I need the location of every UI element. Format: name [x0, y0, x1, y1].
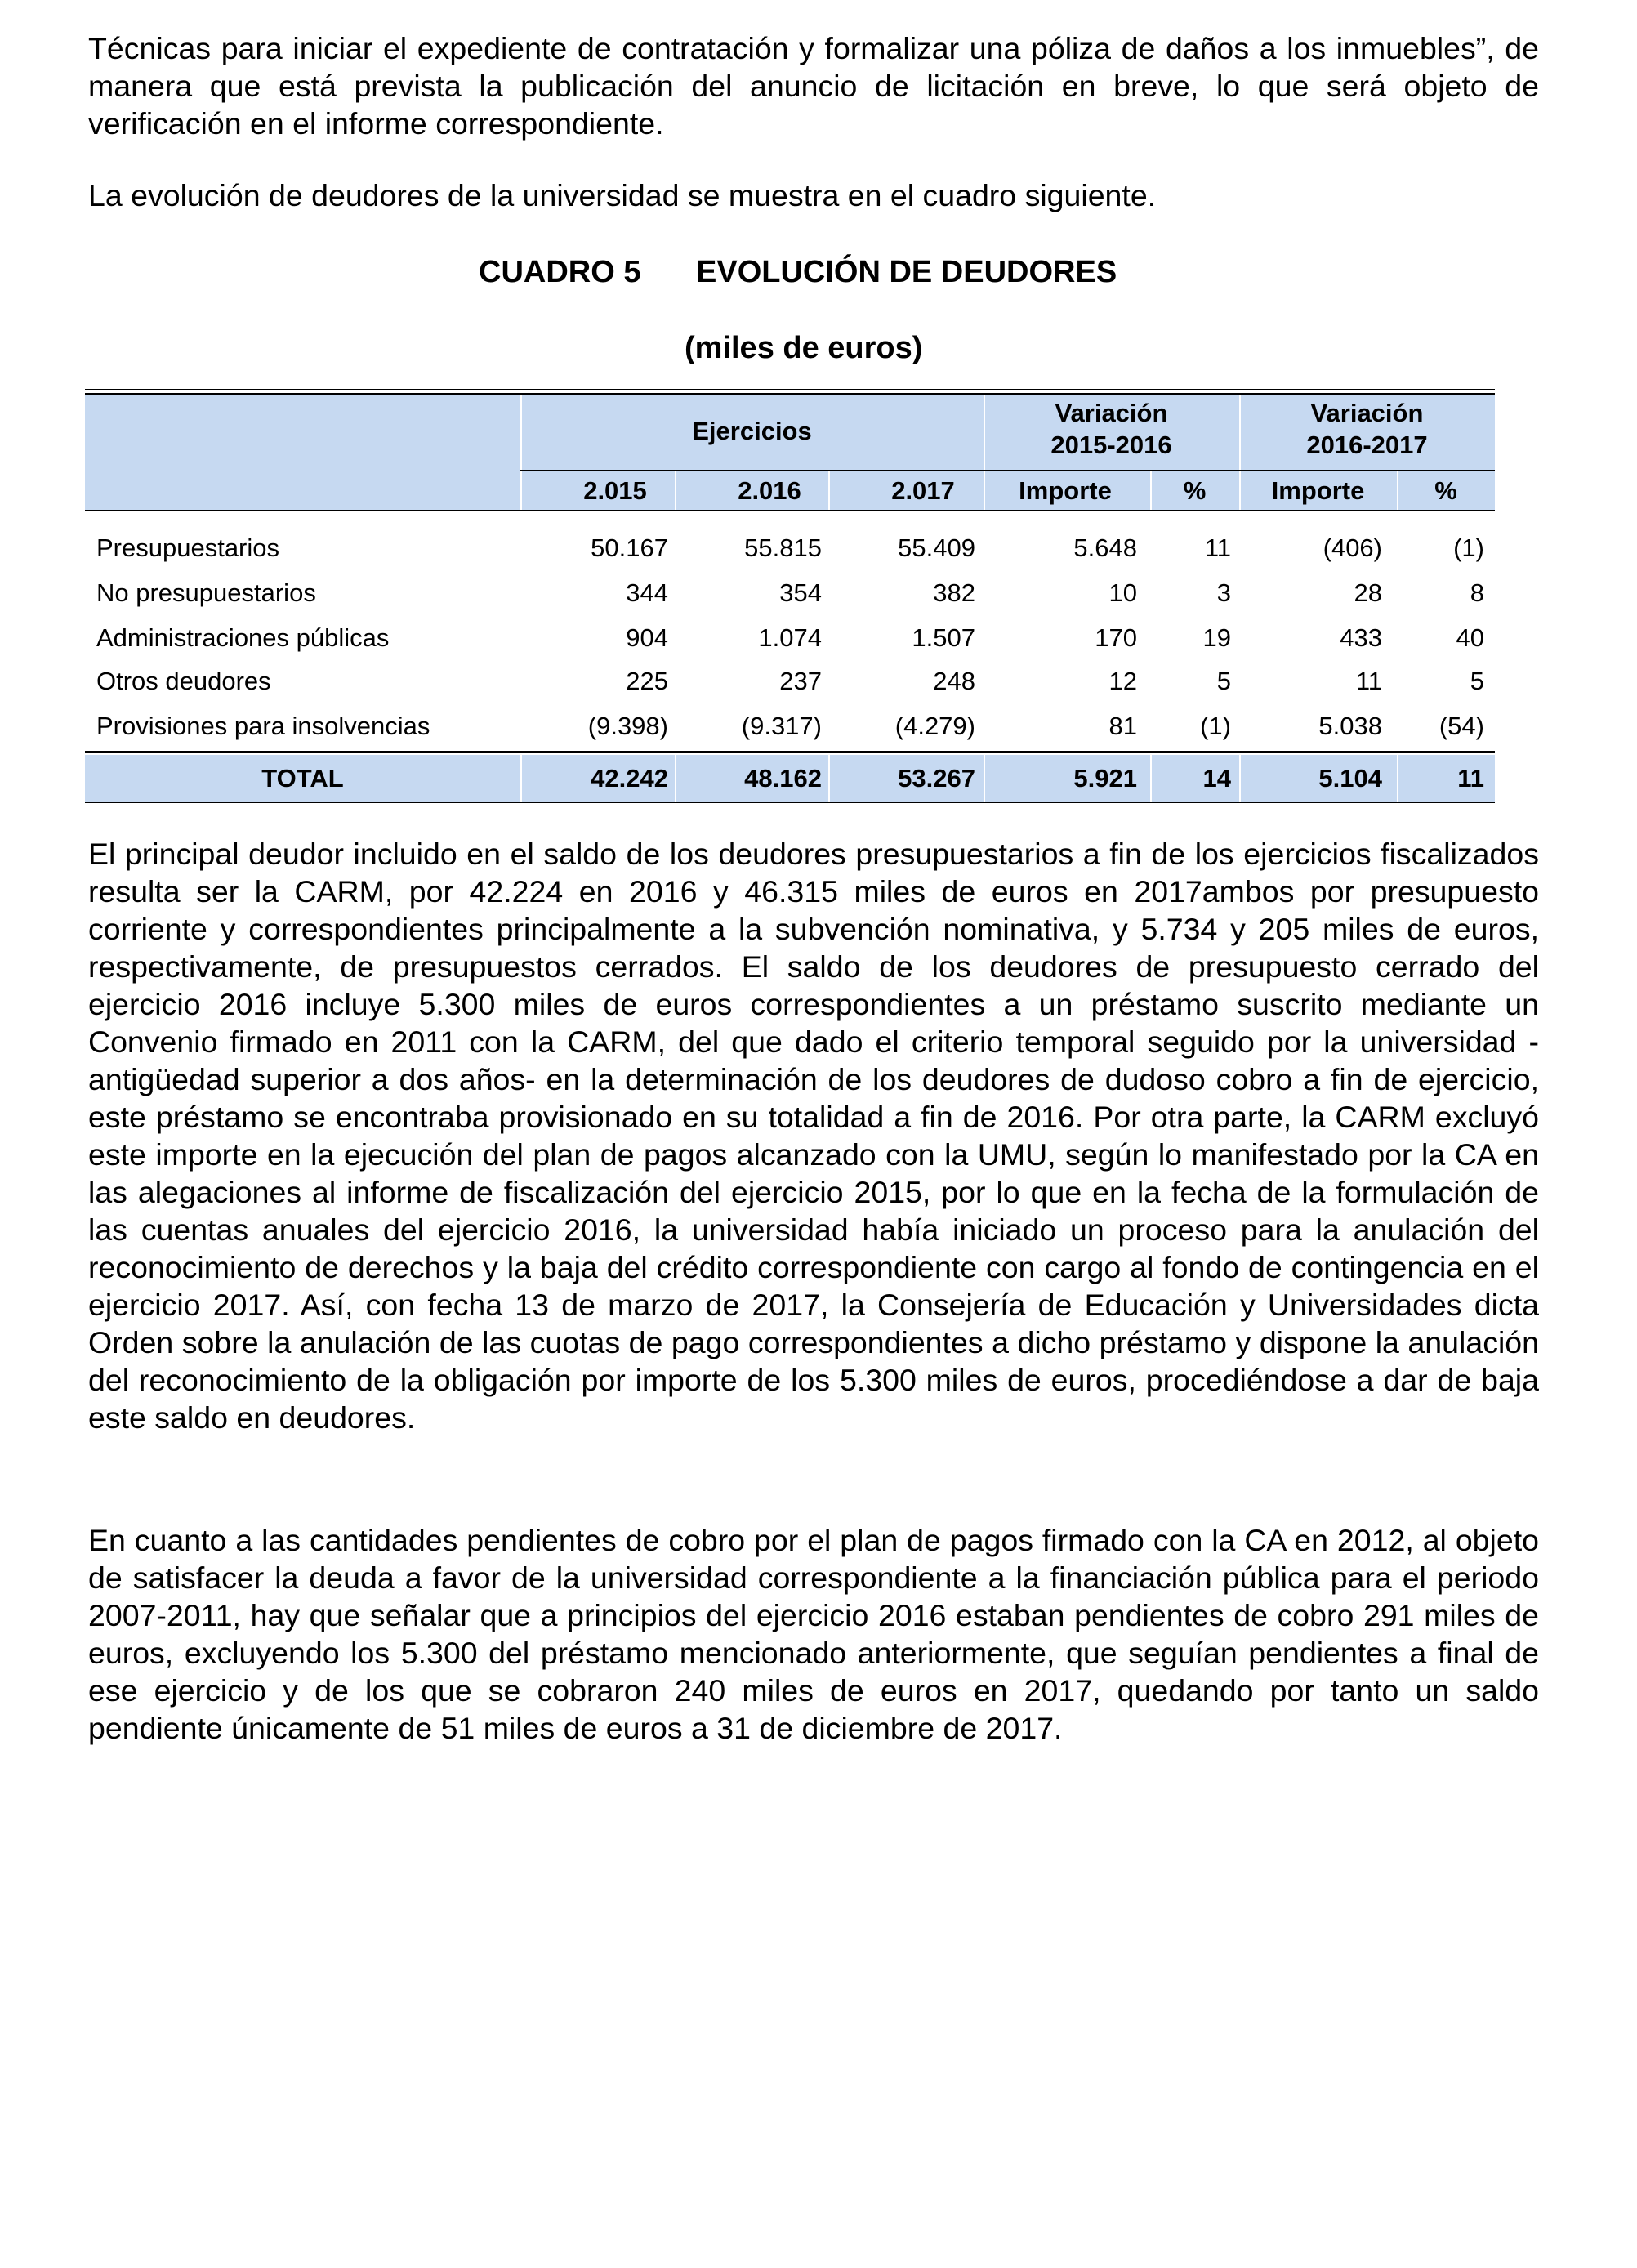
- total-value: 5.104: [1318, 764, 1382, 792]
- header-separator: [828, 471, 830, 511]
- cell-value: 19: [1202, 623, 1231, 652]
- cell-value: 28: [1354, 578, 1382, 607]
- total-value: 14: [1202, 764, 1231, 792]
- cell-value: (4.279): [894, 712, 975, 740]
- table-units: (miles de euros): [685, 331, 923, 365]
- total-value: 53.267: [898, 764, 975, 792]
- table-title: EVOLUCIÓN DE DEUDORES: [696, 255, 1117, 289]
- cell-value: 81: [1108, 712, 1137, 740]
- table-number: CUADRO 5: [479, 255, 641, 289]
- cell-value: 11: [1204, 534, 1231, 562]
- cell-value: (1): [1200, 712, 1231, 740]
- row-label: Presupuestarios: [96, 534, 280, 562]
- cell-value: 5: [1216, 667, 1231, 695]
- column-header-2016: 2.016: [738, 476, 801, 505]
- group-header-ejercicios: Ejercicios: [692, 417, 812, 445]
- cell-value: (54): [1439, 712, 1484, 740]
- row-label: Otros deudores: [96, 667, 271, 695]
- table-top-rule: [85, 389, 1495, 390]
- total-separator: [520, 755, 522, 802]
- row-label: Administraciones públicas: [96, 623, 390, 652]
- cell-value: 433: [1340, 623, 1382, 652]
- paragraph-intro: Técnicas para iniciar el expediente de contratación y formalizar una póliza de daños a los inmuebles”, de manera que está prevista la publicación del anuncio de licitación en breve, lo que será objeto de verificación en el informe correspondiente.: [88, 31, 1539, 141]
- cell-value: 904: [626, 623, 668, 652]
- group-header-var2-line1: Variación: [1310, 399, 1424, 427]
- cell-value: 40: [1456, 623, 1484, 652]
- cell-value: 382: [933, 578, 975, 607]
- cell-value: 55.815: [744, 534, 822, 562]
- cell-value: 344: [626, 578, 668, 607]
- cell-value: 5: [1470, 667, 1484, 695]
- group-header-var2-line2: 2016-2017: [1306, 431, 1428, 459]
- cell-value: 3: [1216, 578, 1231, 607]
- cell-value: 12: [1108, 667, 1137, 695]
- column-header-2015: 2.015: [583, 476, 647, 505]
- column-header-pct-1: %: [1183, 476, 1207, 505]
- cell-value: 225: [626, 667, 668, 695]
- table-header-rule: [85, 510, 1495, 511]
- column-header-pct-2: %: [1434, 476, 1457, 505]
- cell-value: 55.409: [898, 534, 975, 562]
- cell-value: 237: [779, 667, 822, 695]
- total-label: TOTAL: [261, 764, 344, 792]
- cell-value: (1): [1453, 534, 1484, 562]
- cell-value: 5.648: [1073, 534, 1137, 562]
- cell-value: 5.038: [1318, 712, 1382, 740]
- total-separator: [1397, 755, 1398, 802]
- table-bottom-rule: [85, 802, 1495, 803]
- cell-value: 11: [1355, 667, 1382, 695]
- cell-value: 248: [933, 667, 975, 695]
- table-total-rule: [85, 751, 1495, 753]
- total-value: 48.162: [744, 764, 822, 792]
- column-header-importe-2: Importe: [1271, 476, 1365, 505]
- total-value: 11: [1457, 764, 1484, 792]
- total-value: 42.242: [591, 764, 668, 792]
- cell-value: 354: [779, 578, 822, 607]
- total-separator: [1150, 755, 1152, 802]
- total-separator: [828, 755, 830, 802]
- table-subheader-rule: [520, 470, 1495, 471]
- column-header-2017: 2.017: [891, 476, 955, 505]
- debtors-table: [85, 386, 1495, 807]
- total-separator: [1239, 755, 1241, 802]
- paragraph-table-intro: La evolución de deudores de la universidad se muestra en el cuadro siguiente.: [88, 178, 1157, 212]
- cell-value: (406): [1323, 534, 1382, 562]
- cell-value: 1.507: [912, 623, 975, 652]
- cell-value: 170: [1095, 623, 1137, 652]
- total-value: 5.921: [1073, 764, 1137, 792]
- header-separator: [520, 395, 522, 511]
- group-header-var1-line2: 2015-2016: [1050, 431, 1172, 459]
- paragraph-carm: El principal deudor incluido en el saldo de los deudores presupuestarios a fin de los ejercicios fiscalizados resulta ser la CARM, por 42.224 en 2016 y 46.315 miles de euros en 2017ambos por presupuesto corriente y correspondientes principalmente a la subvención nominativa, y 5.734 y 205 miles de euros, respectivamente, de presupuestos cerrados. El saldo de los deudores de presupuesto cerrado del ejercicio 2016 incluye 5.300 miles de euros correspondientes a un préstamo suscrito mediante un Convenio firmado en 2011 con la CARM, del que dado el criterio temporal seguido por la universidad -antigüedad superior a dos años- en la determinación de los deudores de dudoso cobro a fin de ejercicio, este préstamo se encontraba provisionado en su totalidad a fin de 2016. Por otra parte, la CARM excluyó este importe en la ejecución del plan de pagos alcanzado con la UMU, según lo manifestado por la CA en las alegaciones al informe de fiscalización del ejercicio 2015, por lo que en la fecha de la formulación de las cuentas anuales del ejercicio 2016, la universidad había iniciado un proceso para la anulación del reconocimiento de derechos y la baja del crédito correspondiente con cargo al fondo de contingencia en el ejercicio 2017. Así, con fecha 13 de marzo de 2017, la Consejería de Educación y Universidades dicta Orden sobre la anulación de las cuotas de pago correspondientes a dicho préstamo y dispone la anulación del reconocimiento de la obligación por importe de los 5.300 miles de euros, procediéndose a dar de baja este saldo en deudores.: [88, 837, 1539, 1435]
- cell-value: (9.317): [741, 712, 822, 740]
- header-separator: [675, 471, 676, 511]
- row-label: Provisiones para insolvencias: [96, 712, 430, 740]
- cell-value: 10: [1108, 578, 1137, 607]
- table-top-rule-thick: [85, 393, 1495, 395]
- cell-value: 8: [1470, 578, 1484, 607]
- cell-value: 50.167: [591, 534, 668, 562]
- total-separator: [984, 755, 985, 802]
- column-header-importe-1: Importe: [1019, 476, 1112, 505]
- total-separator: [675, 755, 676, 802]
- cell-value: 1.074: [758, 623, 822, 652]
- paragraph-payment-plan: En cuanto a las cantidades pendientes de cobro por el plan de pagos firmado con la CA en 2012, al objeto de satisfacer la deuda a favor de la universidad correspondiente a la financiación pública para el periodo 2007-2011, hay que señalar que a principios del ejercicio 2016 estaban pendientes de cobro 291 miles de euros, excluyendo los 5.300 del préstamo mencionado anteriormente, que seguían pendientes a final de ese ejercicio y de los que se cobraron 240 miles de euros en 2017, quedando por tanto un saldo pendiente únicamente de 51 miles de euros a 31 de diciembre de 2017.: [88, 1523, 1539, 1745]
- group-header-var1-line1: Variación: [1055, 399, 1168, 427]
- row-label: No presupuestarios: [96, 578, 316, 607]
- cell-value: (9.398): [587, 712, 668, 740]
